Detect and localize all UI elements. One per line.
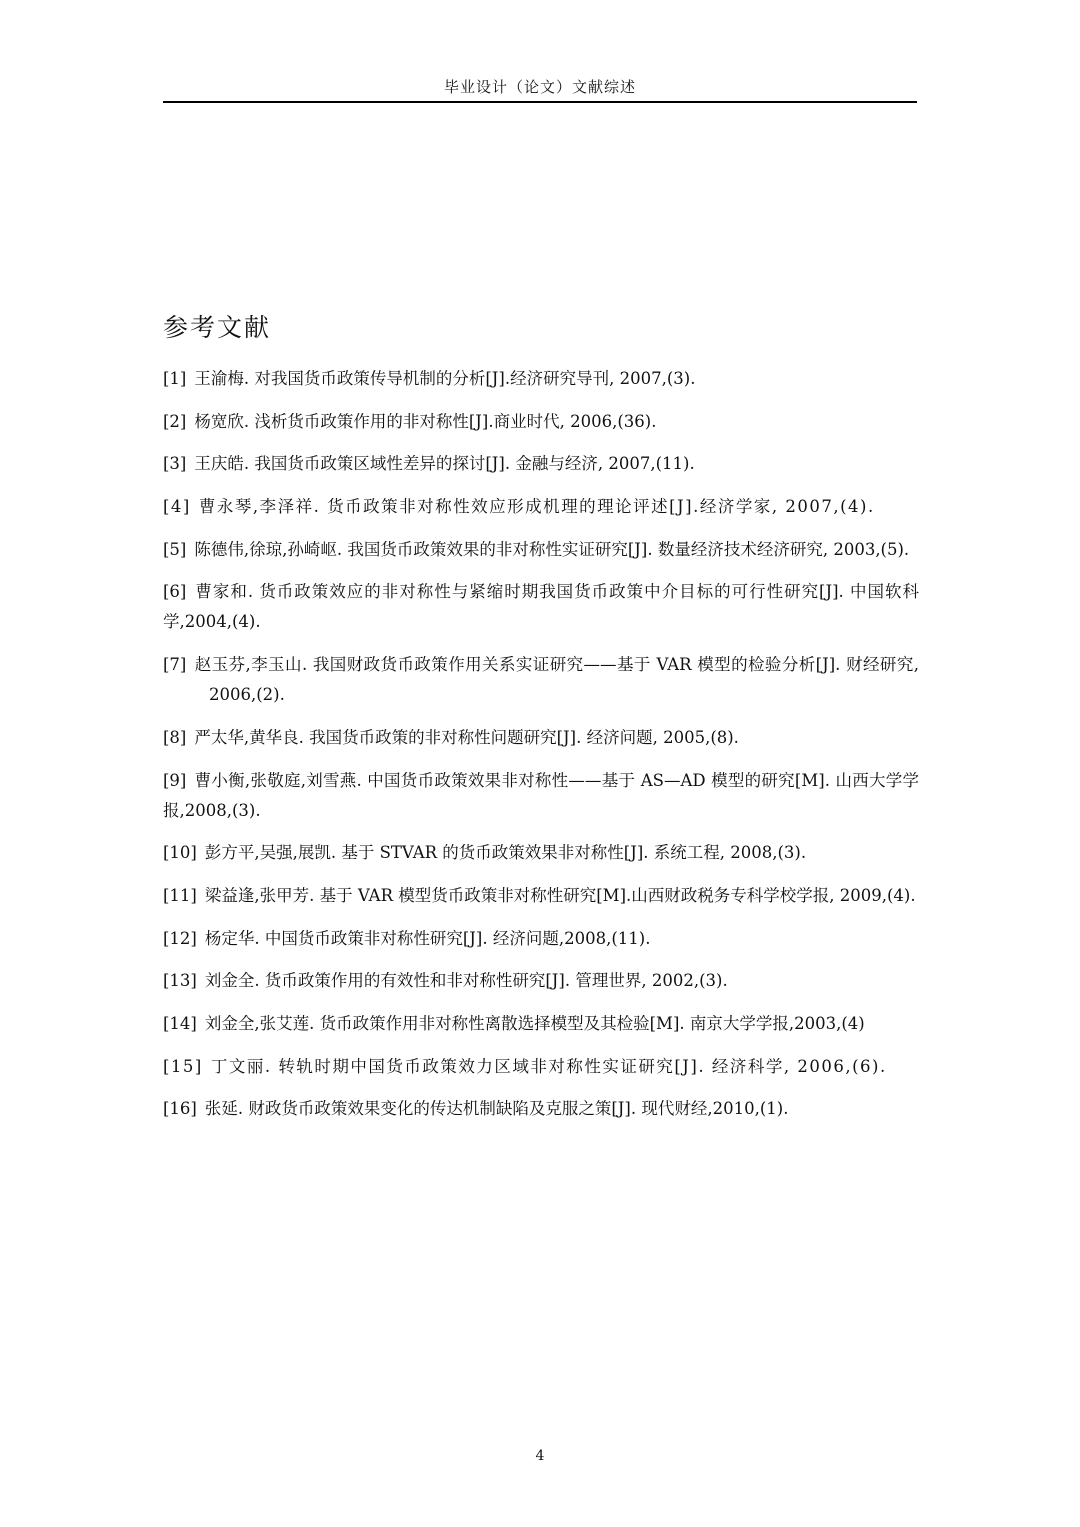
reference-number: [4]	[163, 497, 191, 517]
reference-number: [9]	[163, 770, 187, 790]
reference-number: [10]	[163, 843, 197, 863]
reference-text: 张延. 财政货币政策效果变化的传达机制缺陷及克服之策[J]. 现代财经,2010,(1).	[204, 1099, 789, 1119]
page-number: 4	[535, 1448, 545, 1464]
page-header	[163, 75, 917, 103]
reference-item	[163, 1094, 919, 1124]
reference-number: [1]	[163, 369, 187, 388]
reference-item	[163, 1009, 919, 1039]
reference-text: 陈德伟,徐琼,孙崎岖. 我国货币政策效果的非对称性实证研究[J]. 数量经济技术经济研究, 2003,(5).	[194, 539, 910, 559]
reference-text: 王渝梅. 对我国货币政策传导机制的分析[J].经济研究导刊, 2007,(3).	[194, 369, 696, 388]
reference-text: 严太华,黄华良. 我国货币政策的非对称性问题研究[J]. 经济问题, 2005,(8).	[194, 727, 739, 747]
reference-text: 刘金全,张艾莲. 货币政策作用非对称性离散选择模型及其检验[M]. 南京大学学报,2003,(4)	[204, 1013, 865, 1033]
reference-text: 杨宽欣. 浅析货币政策作用的非对称性[J].商业时代, 2006,(36).	[194, 411, 657, 431]
reference-number: [11]	[163, 885, 197, 905]
reference-item	[163, 650, 919, 710]
reference-item	[163, 449, 919, 479]
reference-text: 曹永琴,李泽祥. 货币政策非对称性效应形成机理的理论评述[J].经济学家, 2007,(4).	[198, 497, 875, 517]
reference-text: 王庆皓. 我国货币政策区域性差异的探讨[J]. 金融与经济, 2007,(11).	[194, 454, 695, 474]
section-title: 参考文献	[163, 313, 272, 342]
reference-item	[163, 881, 919, 911]
reference-number: [6]	[163, 582, 187, 602]
reference-text: 赵玉芬,李玉山. 我国财政货币政策作用关系实证研究——基于 VAR 模型的检验分析[J]. 财经研究, 2006,(2).	[194, 655, 919, 705]
reference-text: 曹家和. 货币政策效应的非对称性与紧缩时期我国货币政策中介目标的可行性研究[J]. 中国软科学,2004,(4).	[163, 582, 919, 632]
reference-number: [14]	[163, 1013, 197, 1033]
reference-item	[163, 966, 919, 996]
reference-item	[163, 1052, 919, 1082]
reference-number: [15]	[163, 1056, 203, 1076]
reference-list	[163, 364, 919, 1137]
reference-item	[163, 535, 919, 565]
reference-number: [13]	[163, 971, 197, 991]
reference-text: 刘金全. 货币政策作用的有效性和非对称性研究[J]. 管理世界, 2002,(3).	[204, 971, 728, 991]
reference-number: [7]	[163, 655, 187, 675]
reference-text: 梁益逢,张甲芳. 基于 VAR 模型货币政策非对称性研究[M].山西财政税务专科学校学报, 2009,(4).	[204, 885, 916, 905]
reference-text: 丁文丽. 转轨时期中国货币政策效力区域非对称性实证研究[J]. 经济科学, 2006,(6).	[210, 1056, 887, 1076]
reference-item	[163, 492, 919, 522]
reference-text: 杨定华. 中国货币政策非对称性研究[J]. 经济问题,2008,(11).	[204, 928, 651, 948]
reference-number: [3]	[163, 454, 187, 474]
reference-number: [8]	[163, 727, 187, 747]
reference-number: [5]	[163, 539, 187, 559]
reference-item	[163, 924, 919, 954]
reference-number: [16]	[163, 1099, 197, 1119]
reference-item	[163, 838, 919, 868]
reference-text: 彭方平,吴强,展凯. 基于 STVAR 的货币政策效果非对称性[J]. 系统工程, 2008,(3).	[204, 843, 807, 863]
header-title: 毕业设计（论文）文献综述	[443, 78, 636, 96]
reference-item	[163, 766, 919, 826]
reference-text: 曹小衡,张敬庭,刘雪燕. 中国货币政策效果非对称性——基于 AS—AD 模型的研究[M]. 山西大学学报,2008,(3).	[163, 770, 919, 820]
reference-item	[163, 364, 919, 394]
reference-item	[163, 577, 919, 637]
reference-number: [2]	[163, 411, 187, 431]
reference-item	[163, 407, 919, 437]
reference-item	[163, 723, 919, 753]
reference-number: [12]	[163, 928, 197, 948]
